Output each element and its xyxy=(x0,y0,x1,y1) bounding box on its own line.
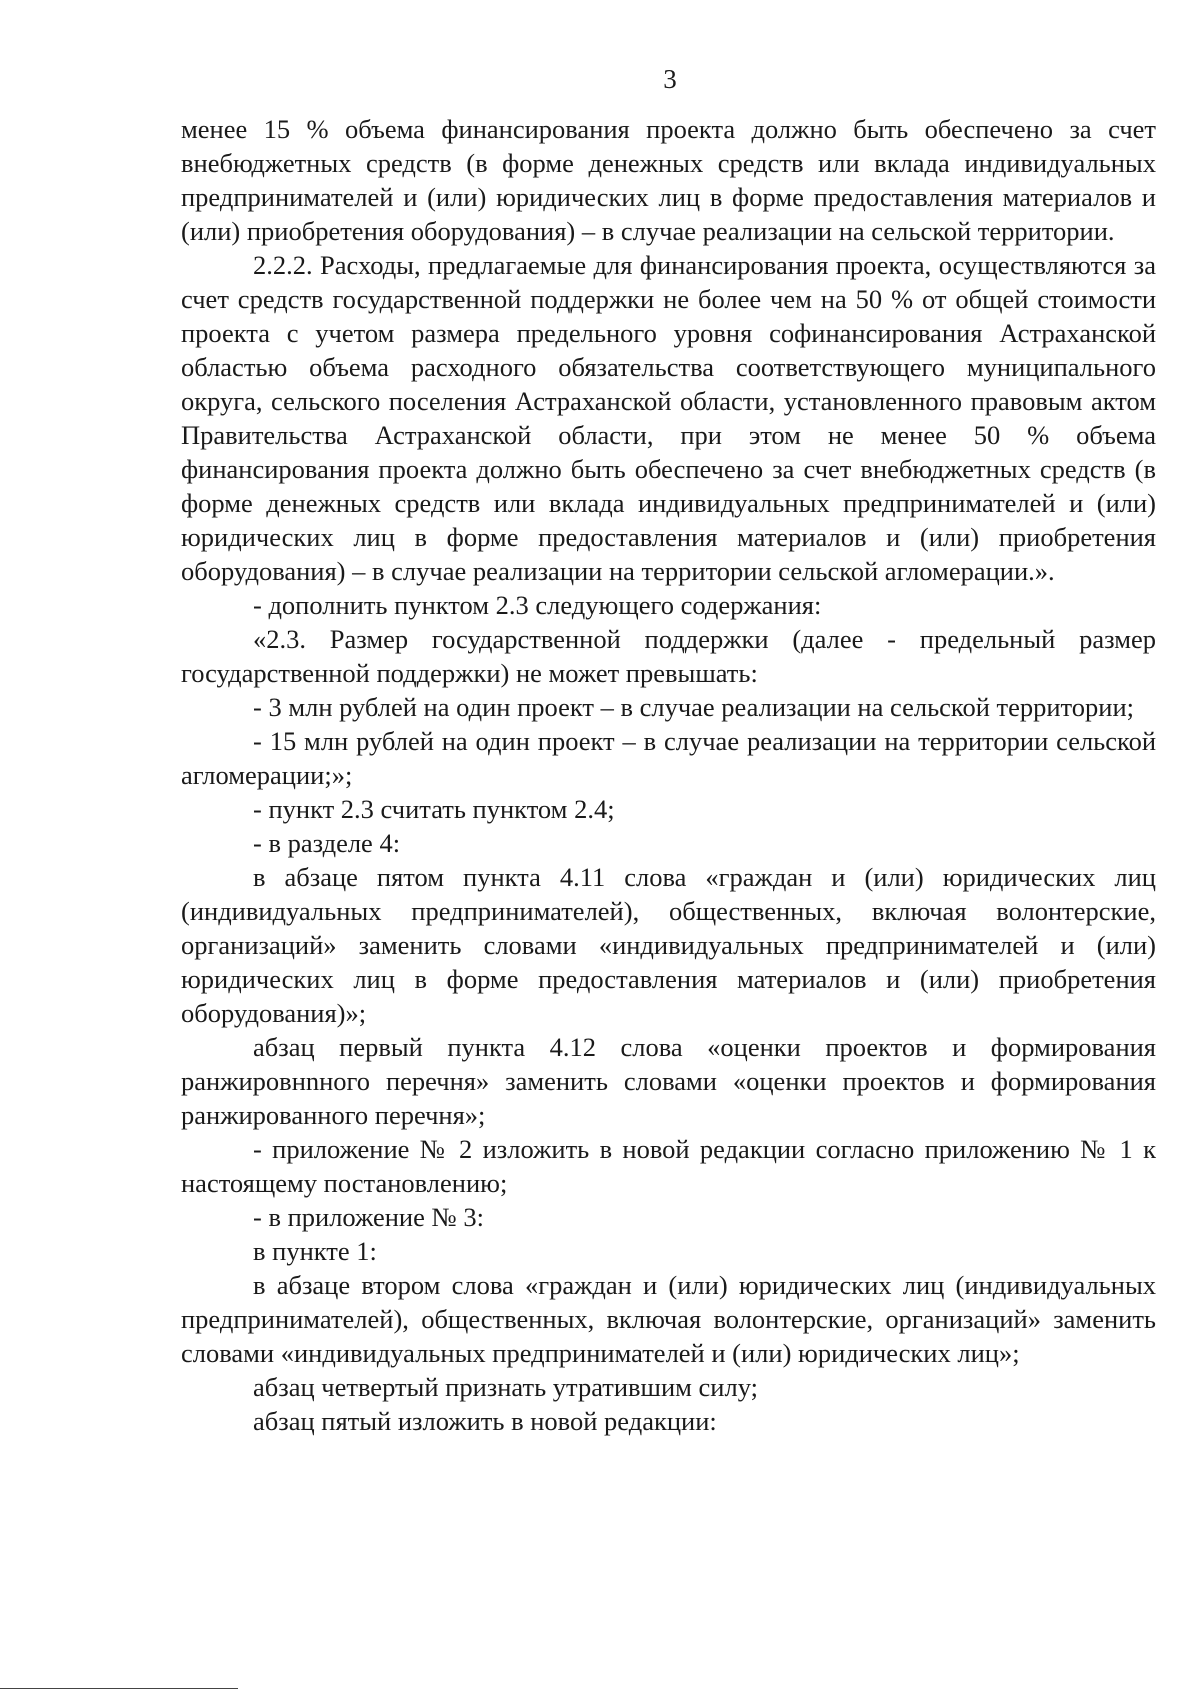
paragraph: - в разделе 4: xyxy=(253,828,401,858)
paragraph: в абзаце втором слова «граждан и (или) юридических лиц (индивидуальных предпринимателей), общественных, включая волонтерские, организаций» заменить словами «индивидуальных предпринимателей и (или) юридических лиц»; xyxy=(181,1270,1156,1368)
paragraph: менее 15 % объема финансирования проекта должно быть обеспечено за счет внебюджетных средств (в форме денежных средств или вклада индивидуальных предпринимателей и (или) юридических лиц в форме предоставления материалов и (или) приобретения оборудования) – в случае реализации на сельской территории. xyxy=(181,114,1156,246)
paragraph: - приложение № 2 изложить в новой редакции согласно приложению № 1 к настоящему постановлению; xyxy=(181,1134,1156,1198)
paragraph: - 3 млн рублей на один проект – в случае реализации на сельской территории; xyxy=(253,692,1134,722)
paragraph: 2.2.2. Расходы, предлагаемые для финансирования проекта, осуществляются за счет средств государственной поддержки не более чем на 50 % от общей стоимости проекта с учетом размера предельного уровня софинансирования Астраханской областью объема расходного обязательства соответствующего муниципального округа, сельского поселения Астраханской области, установленного правовым актом Правительства Астраханской области, при этом не менее 50 % объема финансирования проекта должно быть обеспечено за счет внебюджетных средств (в форме денежных средств или вклада индивидуальных предпринимателей и (или) юридических лиц в форме предоставления материалов и (или) приобретения оборудования) – в случае реализации на территории сельской агломерации.». xyxy=(181,250,1156,586)
paragraph: в пункте 1: xyxy=(253,1236,377,1266)
paragraph: «2.3. Размер государственной поддержки (далее - предельный размер государственной поддержки) не может превышать: xyxy=(181,624,1156,688)
paragraph: - дополнить пунктом 2.3 следующего содержания: xyxy=(253,590,822,620)
paragraph: абзац четвертый признать утратившим силу; xyxy=(253,1372,758,1402)
paragraph: в абзаце пятом пункта 4.11 слова «граждан и (или) юридических лиц (индивидуальных предпринимателей), общественных, включая волонтерские, организаций» заменить словами «индивидуальных предпринимателей и (или) юридических лиц в форме предоставления материалов и (или) приобретения оборудования)»; xyxy=(181,862,1156,1028)
paragraph: абзац первый пункта 4.12 слова «оценки проектов и формирования ранжировнnного перечня» заменить словами «оценки проектов и формирования ранжированного перечня»; xyxy=(181,1032,1156,1130)
document-body xyxy=(181,112,1156,1438)
footer-divider xyxy=(0,1688,238,1689)
paragraph: - пункт 2.3 считать пунктом 2.4; xyxy=(253,794,615,824)
page-number: 3 xyxy=(663,64,677,94)
paragraph: абзац пятый изложить в новой редакции: xyxy=(253,1406,717,1436)
paragraph: - 15 млн рублей на один проект – в случае реализации на территории сельской агломерации;»; xyxy=(181,726,1156,790)
paragraph: - в приложение № 3: xyxy=(253,1202,485,1232)
